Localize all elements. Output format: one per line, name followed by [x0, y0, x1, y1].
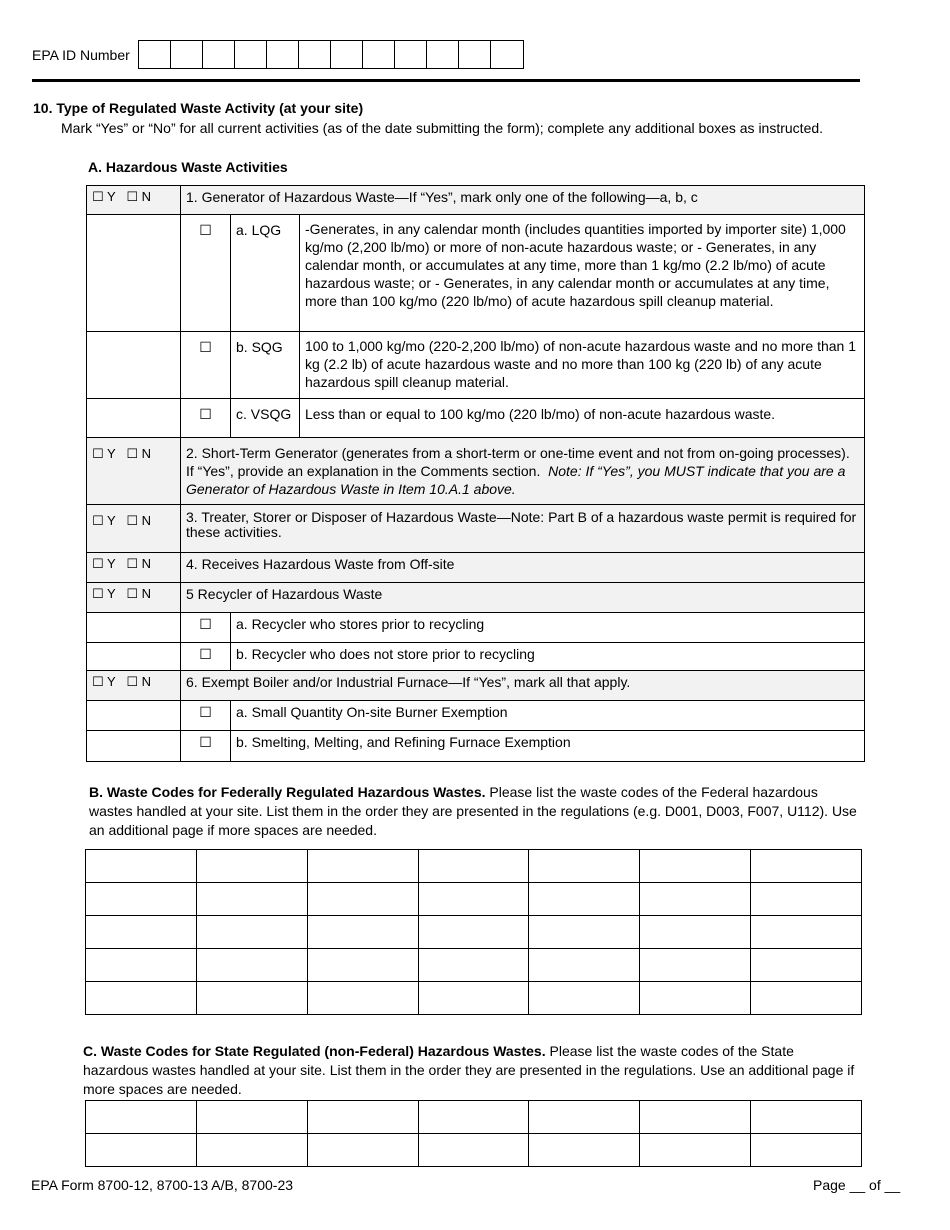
yes-label: Y — [107, 446, 116, 461]
epa-id-digit-box[interactable] — [459, 41, 491, 68]
part-c-instructions — [83, 1042, 863, 1099]
item-5b-checkbox[interactable]: ☐ — [199, 646, 212, 662]
no-checkbox[interactable]: ☐ — [126, 513, 138, 528]
table-row — [87, 438, 865, 505]
yes-checkbox[interactable]: ☐ — [92, 189, 104, 204]
section-title: 10. Type of Regulated Waste Activity (at your site) — [33, 100, 364, 116]
federal-waste-codes-grid — [85, 849, 862, 1015]
no-label: N — [141, 446, 151, 461]
item-2-note: Note: If “Yes”, you MUST indicate that you are a Generator of Hazardous Waste in Item 10.A.1 above. — [186, 463, 846, 497]
federal-waste-code-cell[interactable] — [86, 982, 197, 1015]
yes-checkbox[interactable]: ☐ — [92, 446, 104, 461]
epa-id-digit-box[interactable] — [299, 41, 331, 68]
table-row — [87, 399, 865, 438]
federal-waste-code-cell[interactable] — [751, 883, 862, 916]
state-waste-code-cell[interactable] — [86, 1101, 197, 1134]
table-row — [87, 613, 865, 643]
table-row — [86, 850, 862, 883]
table-row — [87, 643, 865, 671]
table-row — [87, 553, 865, 583]
no-label: N — [141, 556, 151, 571]
epa-id-digit-box[interactable] — [139, 41, 171, 68]
state-waste-code-cell[interactable] — [307, 1101, 418, 1134]
state-waste-code-cell[interactable] — [529, 1134, 640, 1167]
empty-cell — [87, 643, 181, 671]
yn-checkboxes[interactable] — [87, 438, 181, 505]
federal-waste-code-cell[interactable] — [307, 916, 418, 949]
state-waste-code-cell[interactable] — [751, 1134, 862, 1167]
no-checkbox[interactable]: ☐ — [126, 674, 138, 689]
state-waste-code-cell[interactable] — [418, 1101, 529, 1134]
federal-waste-code-cell[interactable] — [196, 850, 307, 883]
lqg-label: a. LQG — [231, 215, 300, 332]
federal-waste-code-cell[interactable] — [418, 850, 529, 883]
yn-checkboxes[interactable] — [87, 671, 181, 701]
federal-waste-code-cell[interactable] — [196, 916, 307, 949]
table-row — [87, 701, 865, 731]
yes-checkbox[interactable]: ☐ — [92, 513, 104, 528]
epa-id-digit-box[interactable] — [267, 41, 299, 68]
yes-checkbox[interactable]: ☐ — [92, 556, 104, 571]
part-b-title: B. Waste Codes for Federally Regulated Hazardous Wastes. — [89, 784, 486, 800]
table-row — [87, 731, 865, 762]
federal-waste-code-cell[interactable] — [529, 850, 640, 883]
no-checkbox[interactable]: ☐ — [126, 446, 138, 461]
item-6b-label: b. Smelting, Melting, and Refining Furnace Exemption — [231, 731, 865, 762]
state-waste-code-cell[interactable] — [751, 1101, 862, 1134]
lqg-description: -Generates, in any calendar month (includes quantities imported by importer site) 1,000 kg/mo (2,200 lb/mo) or more of non-acute hazardous waste; or - Generates, in any calendar month, or accumulates at any time, more than 1 kg/mo (2.2 lb/mo) of acute hazardous waste; or - Generates, in any calendar month or accumulates at any time, more than 100 kg/mo (220 lb/mo) of acute hazardous spill cleanup material. — [300, 215, 865, 332]
hazardous-waste-activities-table — [86, 185, 865, 762]
vsqg-description: Less than or equal to 100 kg/mo (220 lb/mo) of non-acute hazardous waste. — [300, 399, 865, 438]
table-row — [87, 505, 865, 553]
federal-waste-code-cell[interactable] — [751, 949, 862, 982]
yes-checkbox[interactable]: ☐ — [92, 586, 104, 601]
federal-waste-code-cell[interactable] — [529, 982, 640, 1015]
federal-waste-code-cell[interactable] — [307, 850, 418, 883]
epa-id-input[interactable] — [138, 40, 524, 69]
federal-waste-code-cell[interactable] — [418, 883, 529, 916]
yes-label: Y — [107, 513, 116, 528]
federal-waste-code-cell[interactable] — [529, 916, 640, 949]
yn-checkboxes[interactable] — [87, 505, 181, 553]
epa-id-digit-box[interactable] — [235, 41, 267, 68]
federal-waste-code-cell[interactable] — [196, 883, 307, 916]
sqg-description: 100 to 1,000 kg/mo (220-2,200 lb/mo) of non-acute hazardous waste and no more than 1 kg (2.2 lb) of acute hazardous waste and no more than 100 kg (220 lb) of any acute hazardous spill cleanup material. — [300, 332, 865, 399]
yes-checkbox[interactable]: ☐ — [92, 674, 104, 689]
federal-waste-code-cell[interactable] — [751, 916, 862, 949]
federal-waste-code-cell[interactable] — [86, 883, 197, 916]
empty-cell — [87, 731, 181, 762]
federal-waste-code-cell[interactable] — [529, 883, 640, 916]
item-6a-label: a. Small Quantity On-site Burner Exemption — [231, 701, 865, 731]
no-checkbox[interactable]: ☐ — [126, 189, 138, 204]
state-waste-code-cell[interactable] — [196, 1101, 307, 1134]
part-b-text: Please list the waste codes of the Federal hazardous wastes handled at your site. List them in the order they are presented in the regulations (e.g. D001, D003, F007, U112). Use an additional page if more spaces are needed. — [89, 784, 857, 838]
header-divider — [32, 79, 860, 82]
yes-label: Y — [107, 586, 116, 601]
no-label: N — [141, 513, 151, 528]
part-b-instructions — [89, 783, 859, 840]
epa-id-digit-box[interactable] — [331, 41, 363, 68]
epa-id-label: EPA ID Number — [32, 47, 130, 63]
yes-label: Y — [107, 189, 116, 204]
item-1-label: 1. Generator of Hazardous Waste—If “Yes”, mark only one of the following—a, b, c — [181, 186, 865, 215]
sqg-label: b. SQG — [231, 332, 300, 399]
state-waste-code-cell[interactable] — [86, 1134, 197, 1167]
item-6-label: 6. Exempt Boiler and/or Industrial Furnace—If “Yes”, mark all that apply. — [181, 671, 865, 701]
yn-checkboxes[interactable] — [87, 553, 181, 583]
yes-label: Y — [107, 674, 116, 689]
epa-id-digit-box[interactable] — [395, 41, 427, 68]
table-row — [86, 1134, 862, 1167]
federal-waste-code-cell[interactable] — [529, 949, 640, 982]
federal-waste-code-cell[interactable] — [640, 982, 751, 1015]
federal-waste-code-cell[interactable] — [86, 916, 197, 949]
empty-cell — [87, 332, 181, 399]
epa-id-digit-box[interactable] — [427, 41, 459, 68]
table-row — [86, 883, 862, 916]
sqg-checkbox[interactable]: ☐ — [199, 339, 212, 355]
federal-waste-code-cell[interactable] — [86, 949, 197, 982]
section-instructions: Mark “Yes” or “No” for all current activities (as of the date submitting the form); complete any additional boxes as instructed. — [61, 120, 824, 136]
item-2-label — [181, 438, 865, 505]
federal-waste-code-cell[interactable] — [640, 916, 751, 949]
federal-waste-code-cell[interactable] — [640, 883, 751, 916]
no-checkbox[interactable]: ☐ — [126, 586, 138, 601]
empty-cell — [87, 613, 181, 643]
state-waste-code-cell[interactable] — [307, 1134, 418, 1167]
federal-waste-code-cell[interactable] — [307, 982, 418, 1015]
federal-waste-code-cell[interactable] — [196, 982, 307, 1015]
item-5a-label: a. Recycler who stores prior to recycling — [231, 613, 865, 643]
item-5b-label: b. Recycler who does not store prior to recycling — [231, 643, 865, 671]
part-c-text: Please list the waste codes of the State hazardous wastes handled at your site. List them in the order they are presented in the regulations. Use an additional page if more spaces are needed. — [83, 1043, 855, 1097]
epa-id-digit-box[interactable] — [171, 41, 203, 68]
item-6b-checkbox[interactable]: ☐ — [199, 734, 212, 750]
state-waste-code-cell[interactable] — [640, 1101, 751, 1134]
table-row — [86, 982, 862, 1015]
table-row — [87, 671, 865, 701]
lqg-checkbox[interactable]: ☐ — [199, 222, 212, 238]
page-number: Page __ of __ — [813, 1177, 901, 1193]
yn-checkboxes[interactable] — [87, 583, 181, 613]
part-a-title: A. Hazardous Waste Activities — [88, 159, 288, 175]
empty-cell — [87, 399, 181, 438]
table-row — [86, 916, 862, 949]
empty-cell — [87, 701, 181, 731]
federal-waste-code-cell[interactable] — [751, 982, 862, 1015]
federal-waste-code-cell[interactable] — [196, 949, 307, 982]
federal-waste-code-cell[interactable] — [418, 949, 529, 982]
epa-id-digit-box[interactable] — [363, 41, 395, 68]
vsqg-label: c. VSQG — [231, 399, 300, 438]
table-row — [87, 215, 865, 332]
table-row — [86, 949, 862, 982]
state-waste-codes-grid — [85, 1100, 862, 1167]
table-row — [86, 1101, 862, 1134]
state-waste-code-cell[interactable] — [529, 1101, 640, 1134]
epa-id-digit-box[interactable] — [203, 41, 235, 68]
state-waste-code-cell[interactable] — [640, 1134, 751, 1167]
empty-cell — [87, 215, 181, 332]
no-label: N — [141, 674, 151, 689]
no-checkbox[interactable]: ☐ — [126, 556, 138, 571]
item-6a-checkbox[interactable]: ☐ — [199, 704, 212, 720]
table-row — [87, 332, 865, 399]
federal-waste-code-cell[interactable] — [640, 949, 751, 982]
federal-waste-code-cell[interactable] — [86, 850, 197, 883]
yn-checkboxes[interactable] — [87, 186, 181, 215]
no-label: N — [141, 586, 151, 601]
item-4-label: 4. Receives Hazardous Waste from Off-site — [181, 553, 865, 583]
vsqg-checkbox[interactable]: ☐ — [199, 406, 212, 422]
item-5a-checkbox[interactable]: ☐ — [199, 616, 212, 632]
federal-waste-code-cell[interactable] — [418, 916, 529, 949]
table-row — [87, 583, 865, 613]
federal-waste-code-cell[interactable] — [418, 982, 529, 1015]
item-5-label: 5 Recycler of Hazardous Waste — [181, 583, 865, 613]
no-label: N — [141, 189, 151, 204]
federal-waste-code-cell[interactable] — [307, 883, 418, 916]
federal-waste-code-cell[interactable] — [640, 850, 751, 883]
state-waste-code-cell[interactable] — [196, 1134, 307, 1167]
item-2-text: 2. Short-Term Generator (generates from a short-term or one-time event and not from on-going processes). If “Yes”, provide an explanation in the Comments section. — [186, 445, 850, 479]
table-row — [87, 186, 865, 215]
item-3-label: 3. Treater, Storer or Disposer of Hazardous Waste—Note: Part B of a hazardous waste permit is required for these activities. — [181, 505, 865, 553]
form-number: EPA Form 8700-12, 8700-13 A/B, 8700-23 — [31, 1177, 294, 1193]
federal-waste-code-cell[interactable] — [751, 850, 862, 883]
part-c-title: C. Waste Codes for State Regulated (non-Federal) Hazardous Wastes. — [83, 1043, 546, 1059]
yes-label: Y — [107, 556, 116, 571]
state-waste-code-cell[interactable] — [418, 1134, 529, 1167]
federal-waste-code-cell[interactable] — [307, 949, 418, 982]
epa-id-digit-box[interactable] — [491, 41, 523, 68]
